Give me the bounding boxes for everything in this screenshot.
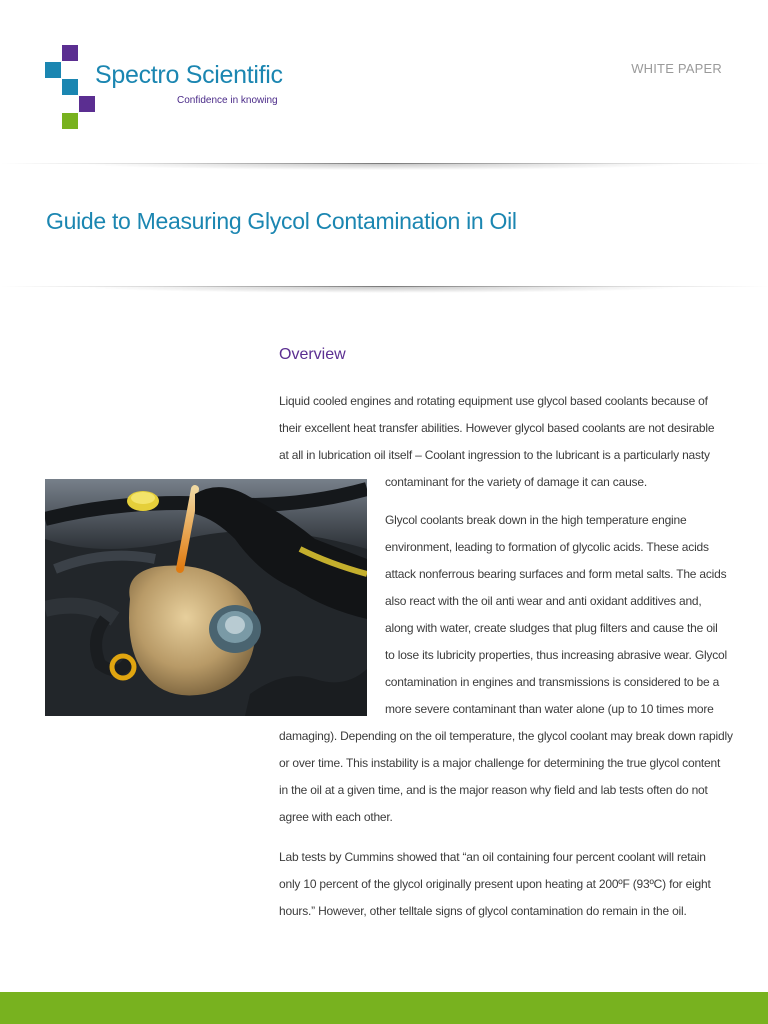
text-line: Lab tests by Cummins showed that “an oil containing four percent coolant will retain xyxy=(279,850,706,864)
logo-square xyxy=(62,45,78,61)
text-line: or over time. This instability is a major challenge for determining the true glycol content xyxy=(279,756,721,770)
paragraph xyxy=(279,507,733,831)
logo-square xyxy=(45,62,61,78)
text-line: agree with each other. xyxy=(279,810,393,824)
title-divider xyxy=(0,286,768,295)
text-line: also react with the oil anti wear and anti oxidant additives and, xyxy=(385,594,702,608)
logo-square xyxy=(79,96,95,112)
text-line: hours.” However, other telltale signs of glycol contamination do remain in the oil. xyxy=(279,904,687,918)
text-line: to lose its lubricity properties, thus increasing abrasive wear. Glycol xyxy=(385,648,727,662)
paragraph xyxy=(279,844,711,925)
paragraph xyxy=(279,388,714,496)
header-divider xyxy=(0,163,768,172)
text-line: attack nonferrous bearing surfaces and form metal salts. The acids xyxy=(385,567,727,581)
section-heading-overview: Overview xyxy=(279,346,346,363)
text-line: only 10 percent of the glycol originally present upon heating at 200ºF (93ºC) for eight xyxy=(279,877,711,891)
text-line: contaminant for the variety of damage it can cause. xyxy=(385,475,647,489)
text-line: more severe contaminant than water alone (up to 10 times more xyxy=(385,702,714,716)
logo-tagline: Confidence in knowing xyxy=(177,95,278,106)
document-title: Guide to Measuring Glycol Contamination in Oil xyxy=(46,208,517,234)
text-line: environment, leading to formation of glycolic acids. These acids xyxy=(385,540,709,554)
text-line: their excellent heat transfer abilities. However glycol based coolants are not desirable xyxy=(279,421,715,435)
logo-square xyxy=(62,79,78,95)
text-line: in the oil at a given time, and is the major reason why field and lab tests often do not xyxy=(279,783,708,797)
text-line: damaging). Depending on the oil temperature, the glycol coolant may break down rapidly xyxy=(279,729,733,743)
company-logo xyxy=(45,45,305,135)
footer-bar xyxy=(0,992,768,1024)
text-line: Liquid cooled engines and rotating equipment use glycol based coolants because of xyxy=(279,394,708,408)
document-type-label: WHITE PAPER xyxy=(631,61,722,76)
text-line: Glycol coolants break down in the high temperature engine xyxy=(385,513,687,527)
logo-square xyxy=(62,113,78,129)
logo-wordmark: Spectro Scientific xyxy=(95,61,283,89)
text-line: at all in lubrication oil itself – Coolant ingression to the lubricant is a particularly nasty xyxy=(279,448,710,462)
text-line: along with water, create sludges that plug filters and cause the oil xyxy=(385,621,718,635)
text-line: contamination in engines and transmissions is considered to be a xyxy=(385,675,720,689)
